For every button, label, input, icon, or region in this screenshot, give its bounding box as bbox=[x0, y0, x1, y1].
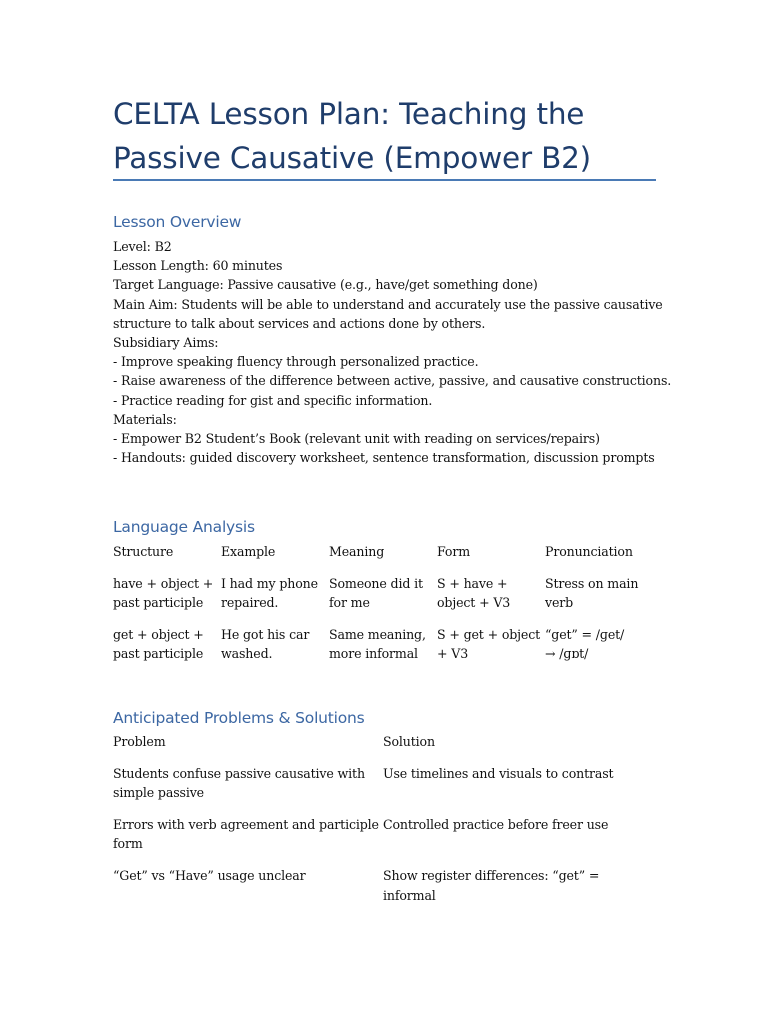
table-cell: Controlled practice before freer use bbox=[383, 816, 609, 832]
column-header: Form bbox=[437, 544, 470, 559]
language-analysis-heading: Language Analysis bbox=[113, 518, 255, 536]
overview-line: Subsidiary Aims: bbox=[113, 335, 219, 351]
table-row bbox=[113, 866, 653, 917]
table-row bbox=[113, 574, 655, 625]
column-header: Meaning bbox=[329, 544, 385, 559]
table-row bbox=[113, 625, 655, 676]
column-header: Example bbox=[221, 544, 276, 559]
table-cell: S + have + object + V3 bbox=[437, 575, 511, 611]
overview-line: Main Aim: Students will be able to understand and accurately use the passive causative bbox=[113, 296, 663, 312]
table-cell: “get” = /ɡet/ → /ɡɒt/ bbox=[545, 626, 625, 662]
language-analysis-table bbox=[113, 542, 655, 676]
overview-line: - Empower B2 Student’s Book (relevant unit with reading on services/repairs) bbox=[113, 431, 600, 447]
column-header: Solution bbox=[383, 734, 435, 749]
column-header: Pronunciation bbox=[545, 544, 633, 559]
overview-line: Materials: bbox=[113, 411, 177, 427]
overview-line: - Handouts: guided discovery worksheet, sentence transformation, discussion prompts bbox=[113, 450, 655, 466]
table-cell: “Get” vs “Have” usage unclear bbox=[113, 867, 306, 883]
table-cell: Students confuse passive causative with simple passive bbox=[113, 765, 365, 801]
lesson-overview-heading: Lesson Overview bbox=[113, 213, 242, 231]
overview-line: Target Language: Passive causative (e.g., have/get something done) bbox=[113, 277, 538, 293]
table-cell: have + object + past participle bbox=[113, 575, 214, 611]
title-divider bbox=[113, 179, 656, 181]
table-cell: Show register differences: “get” = informal bbox=[383, 867, 600, 903]
table-cell: He got his car washed. bbox=[221, 626, 310, 662]
table-cell: Someone did it for me bbox=[329, 575, 423, 611]
overview-line: - Practice reading for gist and specific information. bbox=[113, 392, 433, 408]
table-cell: I had my phone repaired. bbox=[221, 575, 318, 611]
table-cell: Errors with verb agreement and participle form bbox=[113, 816, 379, 852]
overview-line: Lesson Length: 60 minutes bbox=[113, 258, 283, 274]
problems-solutions-table bbox=[113, 732, 653, 917]
lesson-overview-body bbox=[113, 237, 673, 467]
overview-line: - Improve speaking fluency through personalized practice. bbox=[113, 354, 479, 370]
overview-line: Level: B2 bbox=[113, 239, 172, 254]
table-row bbox=[113, 764, 653, 815]
page-title: CELTA Lesson Plan: Teaching the Passive Causative (Empower B2) bbox=[113, 97, 591, 175]
table-cell: Stress on main verb bbox=[545, 575, 639, 611]
table-row bbox=[113, 815, 653, 866]
problems-solutions-heading: Anticipated Problems & Solutions bbox=[113, 709, 365, 727]
table-cell: Use timelines and visuals to contrast bbox=[383, 765, 614, 781]
overview-line: - Raise awareness of the difference between active, passive, and causative constructions. bbox=[113, 373, 672, 389]
table-header-row bbox=[113, 732, 653, 764]
table-cell: get + object + past participle bbox=[113, 626, 204, 662]
table-header-row bbox=[113, 542, 655, 574]
overview-line: structure to talk about services and actions done by others. bbox=[113, 315, 486, 331]
table-cell: Same meaning, more informal bbox=[329, 626, 426, 662]
table-cell: S + get + object + V3 bbox=[437, 626, 541, 662]
column-header: Structure bbox=[113, 544, 174, 559]
column-header: Problem bbox=[113, 734, 166, 749]
